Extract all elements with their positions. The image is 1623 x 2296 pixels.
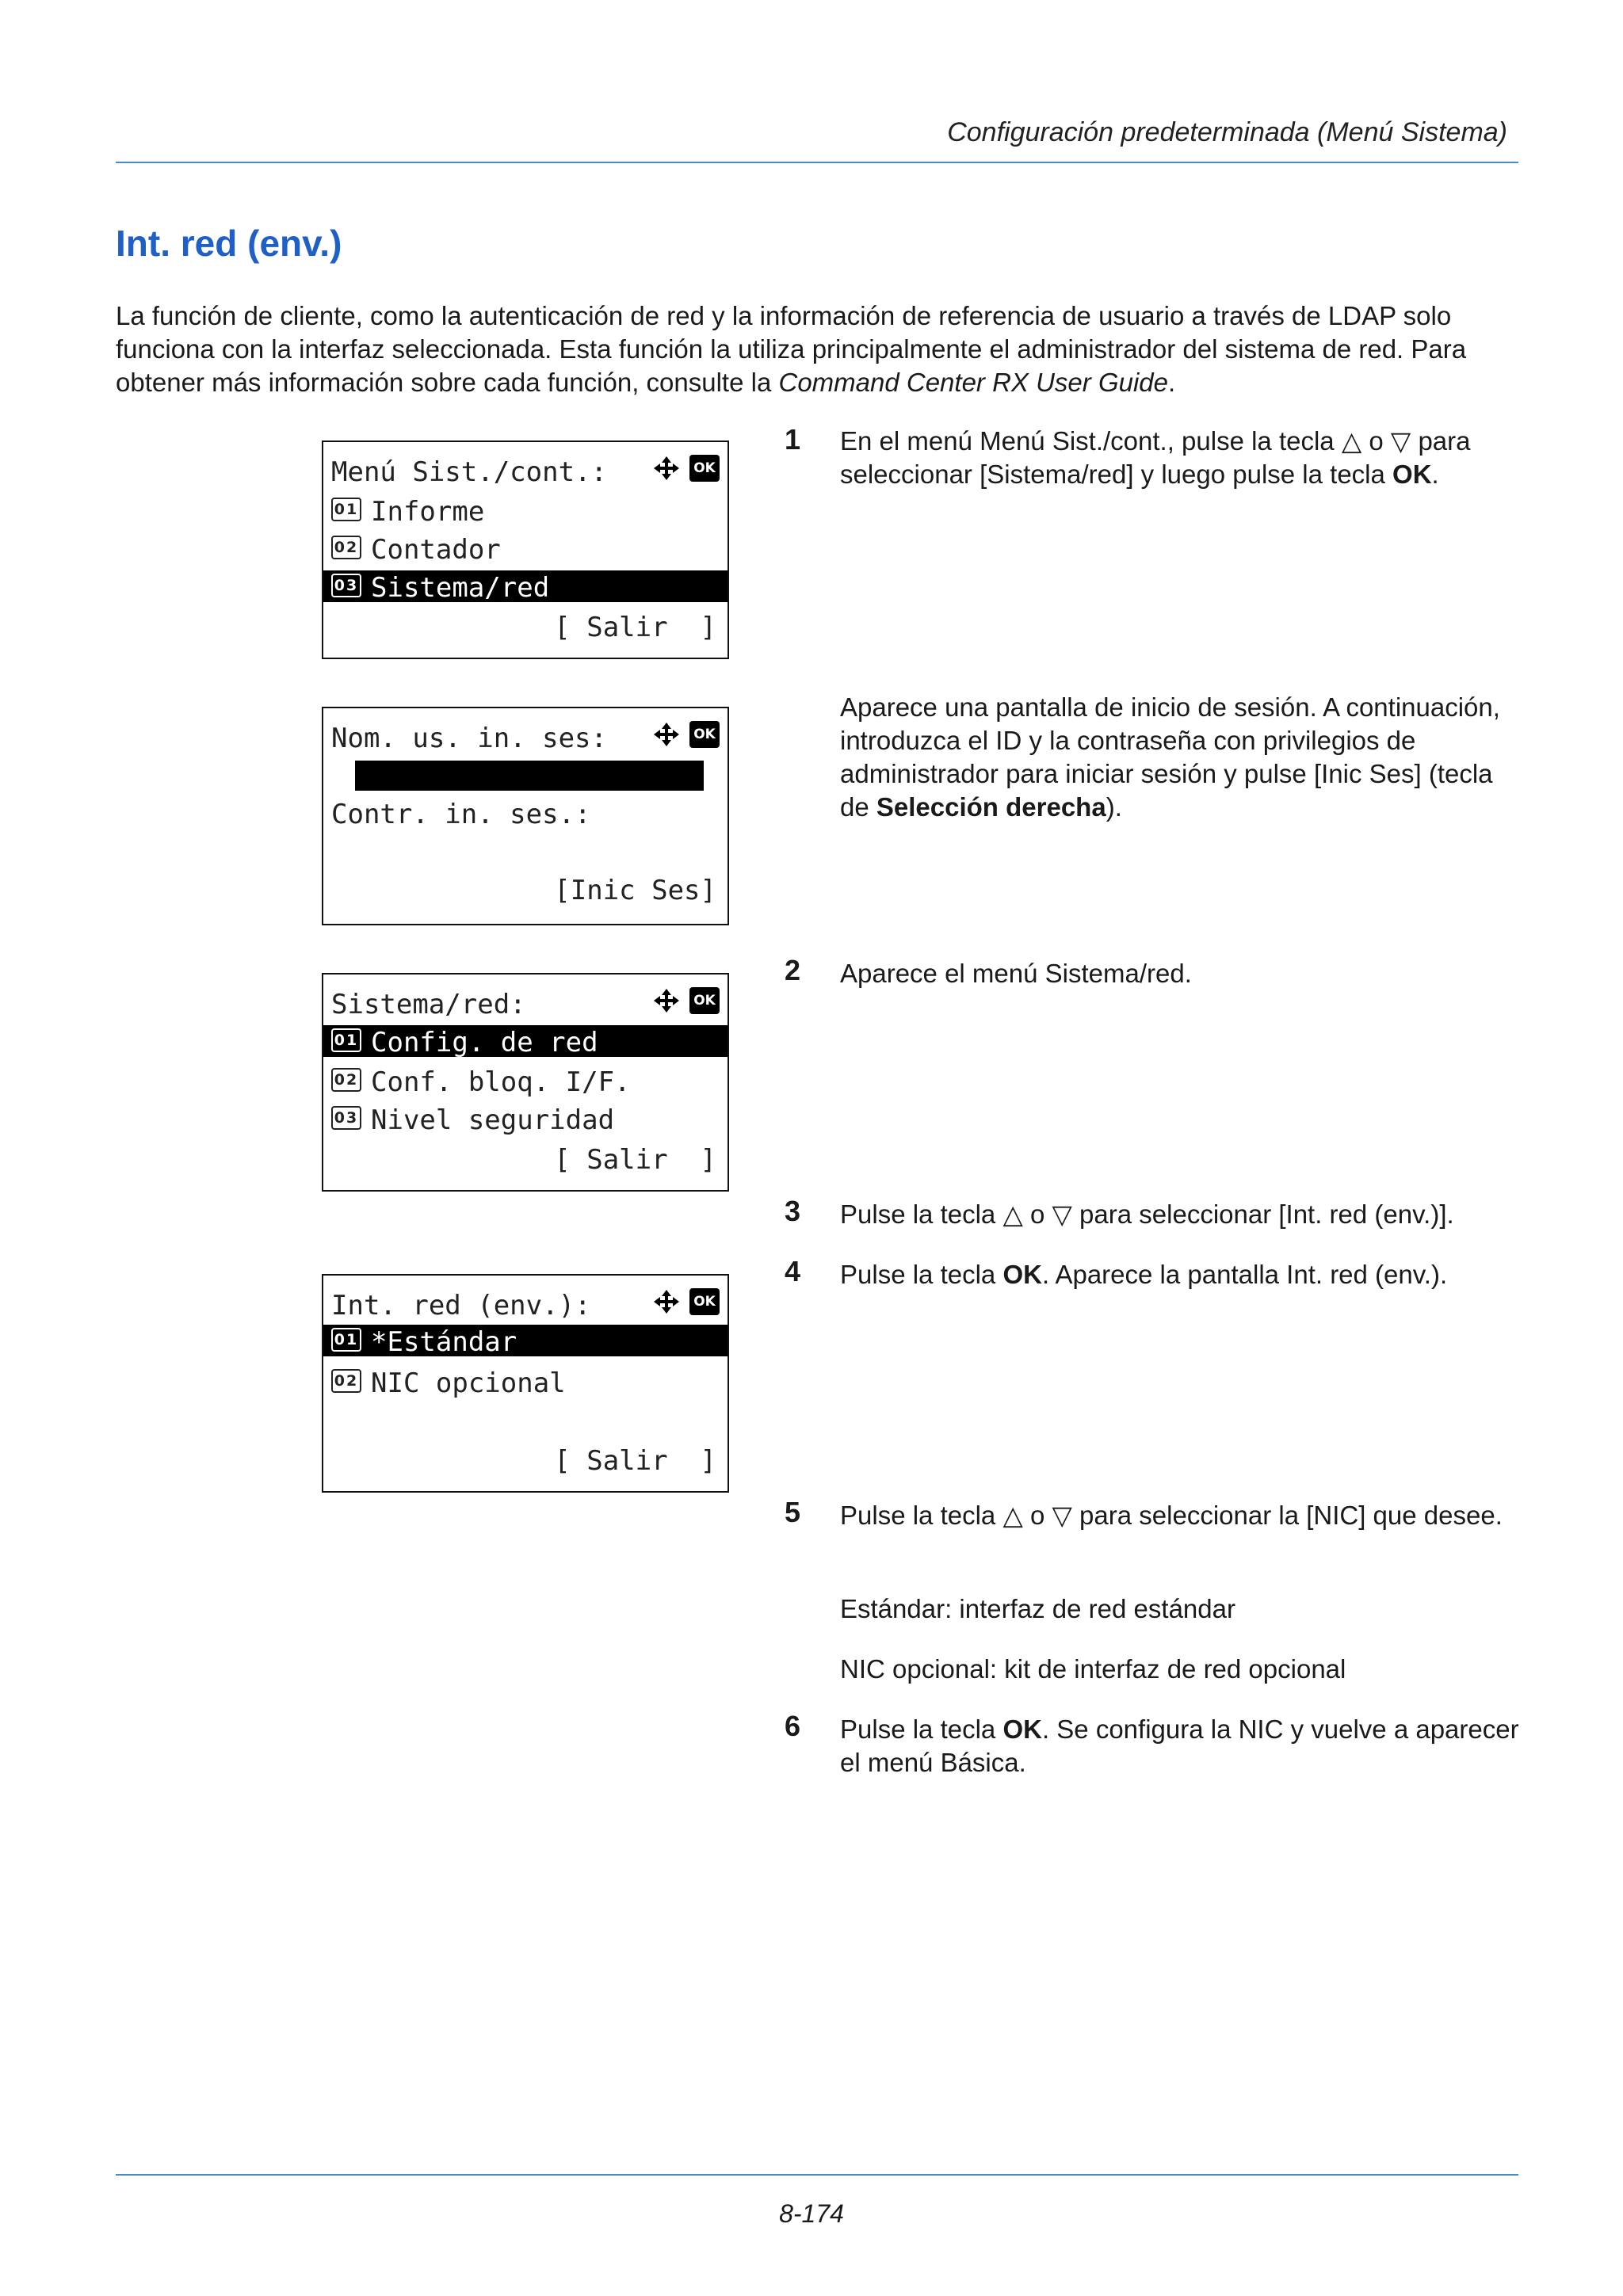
item-number-badge: 02 — [331, 1369, 361, 1393]
step-text: Pulse la tecla OK. Aparece la pantalla Int. red (env.). — [840, 1260, 1448, 1289]
softkey-label: [ Salir ] — [554, 1445, 716, 1477]
option-description: NIC opcional: kit de interfaz de red opcional — [840, 1654, 1346, 1684]
lcd-item-label: *Estándar — [371, 1326, 517, 1358]
option-description: Estándar: interfaz de red estándar — [840, 1594, 1235, 1623]
section-title: Int. red (env.) — [116, 223, 342, 264]
step-text: Pulse la tecla △ o ▽ para seleccionar la [NIC] que desee. — [840, 1501, 1503, 1530]
lcd-intred-screen — [322, 1274, 729, 1493]
ok-key-icon: OK — [689, 987, 720, 1014]
page-number: 8-174 — [779, 2199, 844, 2228]
lcd-item-label: Informe — [371, 496, 485, 528]
lcd-title: Menú Sist./cont.: — [331, 456, 607, 488]
step-number: 2 — [785, 954, 801, 986]
step-number: 5 — [785, 1496, 801, 1528]
lcd-menu-screen — [322, 441, 729, 659]
item-number-badge: 02 — [331, 536, 361, 559]
lcd-item-label: Nivel seguridad — [371, 1104, 615, 1136]
step-number: 6 — [785, 1710, 801, 1742]
softkey-label: [ Salir ] — [554, 612, 716, 643]
item-number-badge: 01 — [331, 498, 361, 521]
lcd-system-screen — [322, 973, 729, 1192]
softkey-label: [ Salir ] — [554, 1144, 716, 1176]
item-number-badge: 01 — [331, 1028, 361, 1052]
header-rule — [116, 162, 1518, 163]
lcd-item — [323, 1366, 727, 1398]
guide-reference: Command Center RX User Guide — [778, 368, 1169, 397]
lcd-item — [323, 532, 727, 564]
lcd-item-label: Config. de red — [371, 1027, 598, 1058]
softkey-label: [Inic Ses] — [554, 875, 716, 906]
lcd-item — [323, 1065, 727, 1097]
lcd-item-label: NIC opcional — [371, 1367, 566, 1399]
ok-key-icon: OK — [689, 455, 720, 482]
lcd-login-screen — [322, 707, 729, 925]
lcd-title: Sistema/red: — [331, 989, 526, 1020]
four-way-arrows-icon — [651, 455, 682, 482]
step-number: 4 — [785, 1255, 801, 1287]
step-number: 3 — [785, 1195, 801, 1227]
password-label: Contr. in. ses.: — [331, 799, 591, 830]
four-way-arrows-icon — [651, 1288, 682, 1315]
lcd-item-selected — [323, 1025, 727, 1057]
step-text-login: Aparece una pantalla de inicio de sesión. A continuación, introduzca el ID y la contraseña con privilegios de administrador para iniciar sesión y pulse [Inic Ses] (tecla de Selección derecha). — [840, 692, 1500, 822]
lcd-item-label: Conf. bloq. I/F. — [371, 1066, 631, 1098]
user-input-field — [355, 761, 704, 791]
ok-key-icon: OK — [689, 1288, 720, 1315]
lcd-item — [323, 494, 727, 526]
footer-rule — [116, 2174, 1518, 2176]
lcd-item-selected — [323, 570, 727, 602]
item-number-badge: 01 — [331, 1328, 361, 1352]
item-number-badge: 02 — [331, 1068, 361, 1092]
four-way-arrows-icon — [651, 721, 682, 748]
lcd-item — [323, 1103, 727, 1135]
step-text: En el menú Menú Sist./cont., pulse la tecla △ o ▽ para seleccionar [Sistema/red] y luego pulse la tecla OK. — [840, 426, 1471, 489]
lcd-item-label: Contador — [371, 534, 501, 566]
step-text: Pulse la tecla OK. Se configura la NIC y vuelve a aparecer el menú Básica. — [840, 1714, 1519, 1777]
intro-paragraph: La función de cliente, como la autenticación de red y la información de referencia de usuario a través de LDAP solo funciona con la interfaz seleccionada. Esta función la utiliza principalmente el administrador del sistema de red. Para obtener más información sobre cada función, consulte la Command Center RX User Guide. — [116, 301, 1467, 397]
item-number-badge: 03 — [331, 1106, 361, 1130]
user-label: Nom. us. in. ses: — [331, 723, 607, 754]
step-text: Aparece el menú Sistema/red. — [840, 959, 1192, 988]
lcd-title: Int. red (env.): — [331, 1290, 591, 1322]
step-text: Pulse la tecla △ o ▽ para seleccionar [Int. red (env.)]. — [840, 1199, 1454, 1229]
ok-key-icon: OK — [689, 721, 720, 748]
item-number-badge: 03 — [331, 574, 361, 597]
running-header: Configuración predeterminada (Menú Sistema) — [947, 117, 1507, 147]
lcd-item-selected — [323, 1325, 727, 1356]
lcd-item-label: Sistema/red — [371, 572, 550, 604]
step-number: 1 — [785, 423, 801, 456]
four-way-arrows-icon — [651, 987, 682, 1014]
